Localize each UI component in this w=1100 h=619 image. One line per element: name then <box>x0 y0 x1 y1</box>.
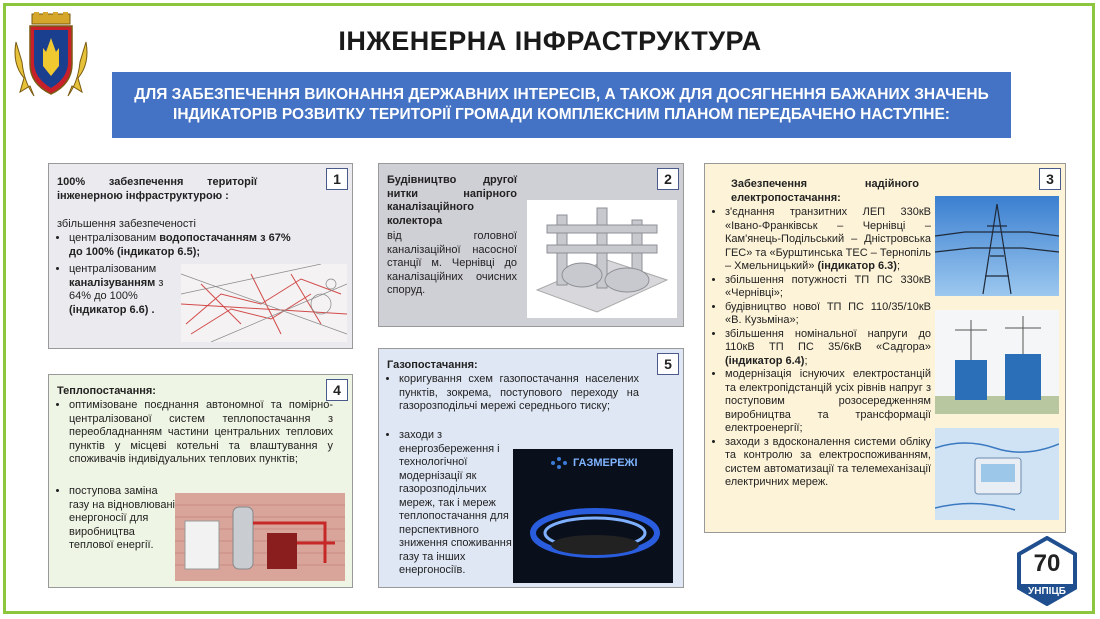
list-item: • заходи з енергозбереження і технологічної модернізації як газорозподільчих мереж, так і мереж теплопостачання для перспективного зниження споживання газу та інших енергоносіїв. <box>399 429 521 578</box>
metering-device-image <box>935 428 1059 520</box>
panel-heading: Теплопостачання: <box>57 385 156 397</box>
panel-heading: Будівництво другої нитки напірного каналізаційного колектора <box>387 174 517 227</box>
panel-electricity <box>704 163 1066 533</box>
intro-banner: ДЛЯ ЗАБЕЗПЕЧЕННЯ ВИКОНАННЯ ДЕРЖАВНИХ ІНТЕРЕСІВ, А ТАКОЖ ДЛЯ ДОСЯГНЕННЯ БАЖАНИХ ЗНАЧЕНЬ ІНДИКАТОРІВ РОЗВИТКУ ТЕРИТОРІЇ ГРОМАДИ КОМПЛЕКСНИМ ПЛАНОМ ПЕРЕДБАЧЕНО НАСТУПНЕ: <box>112 72 1011 138</box>
panel-number: 4 <box>326 379 348 401</box>
panel-number: 3 <box>1039 168 1061 190</box>
list-item: • коригування схем газопостачання населених пунктів, зокрема, поступового переходу на газорозподільчі мережі середнього тиску; <box>399 373 639 414</box>
list-item: • збільшення номінальної напруги до 110кВ ТП ПС 35/6кВ «Садгора» (індикатор 6.4); <box>725 328 931 369</box>
panel-heading: Газопостачання: <box>387 359 478 371</box>
list-item: • заходи з вдосконалення системи обліку та контролю за електроспоживанням, систем автоматизації та телемеханізації електричних мереж. <box>725 436 931 490</box>
panel-water-sewage <box>48 163 353 349</box>
power-line-tower-image <box>935 196 1059 296</box>
panel-number: 2 <box>657 168 679 190</box>
list-item: • модернізація існуючих електростанцій та електропідстанцій усіх рівнів напруг з поступовим розосередженням виробництва та трансформації електроенергії; <box>725 368 931 436</box>
list-item: • збільшення потужності ТП ПС 330кВ «Чернівці»; <box>725 274 931 301</box>
panel-number: 1 <box>326 168 348 190</box>
badge-label: УНПІЦБ <box>1028 586 1066 597</box>
page-title: ІНЖЕНЕРНА ІНФРАСТРУКТУРА <box>338 26 762 56</box>
gas-network-logo-text: ГАЗМЕРЕЖІ <box>573 457 638 469</box>
list-item: • централізованим водопостачанням з 67% до 100% (індикатор 6.5); <box>69 232 291 259</box>
panel-list <box>57 485 177 553</box>
panel-list <box>387 429 521 578</box>
panel-body: від головної каналізаційної насосної станції м. Чернівці до каналізаційних очисних споруд. <box>387 230 517 296</box>
panel-sewage-collector <box>378 163 684 327</box>
panel-number: 5 <box>657 353 679 375</box>
panel-intro: збільшення забезпеченості <box>57 218 196 230</box>
collector-3d-model-image <box>527 200 677 318</box>
list-item: • будівництво нової ТП ПС 110/35/10кВ «В. Кузьміна»; <box>725 301 931 328</box>
substation-image <box>935 310 1059 414</box>
panel-heading: Забезпечення надійного електропостачання: <box>731 178 919 204</box>
pipeline-schematic-image <box>181 264 347 342</box>
panel-list <box>713 206 931 490</box>
list-item: • оптимізоване поєднання автономної та помірно-централізованої систем теплопостачання з переобладнанням частини центральних теплових пунктів у місцеві котельні та влаштування у споживачів індивідуальних теплових пунктів; <box>69 399 333 467</box>
institute-badge <box>1016 536 1078 606</box>
badge-number: 70 <box>1033 550 1061 577</box>
boiler-room-image <box>175 493 345 581</box>
panel-gas <box>378 348 684 588</box>
panel-list <box>387 373 639 414</box>
panel-heating <box>48 374 353 588</box>
list-item: • централізованим каналізуванням з 64% до 100% (індикатор 6.6) . <box>69 263 169 317</box>
panel-heading: 100% забезпечення території інженерною інфраструктурою : <box>57 176 257 202</box>
panel-list <box>57 399 333 467</box>
list-item: • поступова заміна газу на відновлювані енергоносії для виробництва теплової енергії. <box>69 485 177 553</box>
list-item: • з'єднання транзитних ЛЕП 330кВ «Івано-Франківськ – Чернівці – Кам'янець-Подільський – Дністровська ГЕС» та «Бурштинська ТЕС – Тернопіль – Хмельницький» (індикатор 6.3); <box>725 206 931 274</box>
gas-burner-image <box>513 449 673 583</box>
